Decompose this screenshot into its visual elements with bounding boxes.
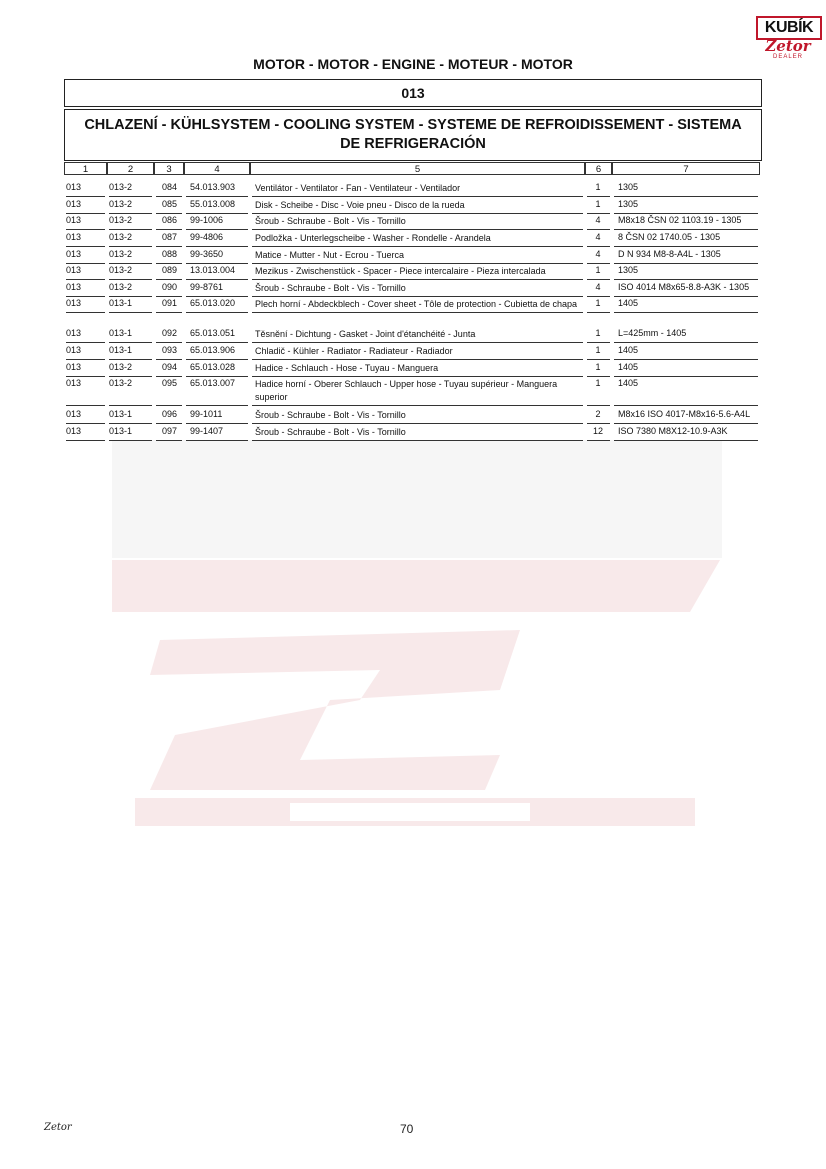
- row-underline: [587, 213, 610, 214]
- cell-position: 090: [162, 282, 178, 292]
- row-underline: [587, 196, 610, 197]
- cell-note: ISO 7380 M8X12-10.9-A3K: [618, 426, 728, 436]
- row-underline: [587, 312, 610, 313]
- cell-part-number: 65.013.020: [190, 298, 236, 308]
- row-underline: [66, 213, 105, 214]
- dealer-wordmark: DEALER: [772, 54, 803, 60]
- row-underline: [109, 359, 152, 360]
- cell-description: Ventilátor - Ventilator - Fan - Ventilateur - Ventilador: [255, 183, 461, 193]
- cell-description: Chladič - Kühler - Radiator - Radiateur - Radiador: [255, 346, 453, 356]
- group-title: [64, 109, 762, 161]
- cell-position: 086: [162, 215, 178, 225]
- cell-description: Šroub - Schraube - Bolt - Vis - Tornillo: [255, 216, 406, 226]
- cell-part-number: 65.013.051: [190, 328, 236, 338]
- row-underline: [109, 279, 152, 280]
- row-underline: [66, 196, 105, 197]
- row-underline: [614, 263, 758, 264]
- kubik-wordmark: KUBÍK: [756, 16, 822, 40]
- cell-note: 1305: [618, 199, 639, 209]
- cell-position: 087: [162, 232, 178, 242]
- row-underline: [156, 263, 182, 264]
- row-underline: [614, 405, 758, 406]
- cell-group: 013: [66, 328, 82, 338]
- cell-drawing: 013-2: [109, 378, 133, 388]
- cell-part-number: 99-8761: [190, 282, 224, 292]
- cell-part-number: 65.013.906: [190, 345, 236, 355]
- row-underline: [252, 440, 583, 441]
- cell-position: 085: [162, 199, 178, 209]
- cell-part-number: 55.013.008: [190, 199, 236, 209]
- cell-position: 084: [162, 182, 178, 192]
- row-underline: [156, 423, 182, 424]
- row-underline: [66, 246, 105, 247]
- row-underline: [186, 405, 248, 406]
- row-underline: [66, 312, 105, 313]
- cell-quantity: 1: [595, 378, 601, 388]
- row-underline: [587, 263, 610, 264]
- row-underline: [109, 440, 152, 441]
- cell-part-number: 65.013.007: [190, 378, 236, 388]
- row-underline: [186, 342, 248, 343]
- row-underline: [109, 229, 152, 230]
- column-header-1: 1: [64, 162, 107, 175]
- cell-group: 013: [66, 362, 82, 372]
- row-underline: [614, 296, 758, 297]
- cell-drawing: 013-2: [109, 232, 133, 242]
- column-header-2: 2: [107, 162, 154, 175]
- row-underline: [252, 263, 583, 264]
- row-underline: [587, 376, 610, 377]
- cell-description: Disk - Scheibe - Disc - Voie pneu - Disco de la rueda: [255, 200, 465, 210]
- cell-position: 091: [162, 298, 178, 308]
- cell-note: ISO 4014 M8x65-8.8-A3K - 1305: [618, 282, 750, 292]
- cell-part-number: 13.013.004: [190, 265, 236, 275]
- cell-part-number: 99-3650: [190, 249, 224, 259]
- row-underline: [156, 296, 182, 297]
- cell-drawing: 013-2: [109, 362, 133, 372]
- row-underline: [587, 440, 610, 441]
- cell-description: Těsnění - Dichtung - Gasket - Joint d'étanchéité - Junta: [255, 329, 476, 339]
- column-header-5: 5: [250, 162, 585, 175]
- row-underline: [156, 246, 182, 247]
- cell-part-number: 54.013.903: [190, 182, 236, 192]
- row-underline: [109, 405, 152, 406]
- row-underline: [614, 359, 758, 360]
- cell-drawing: 013-1: [109, 298, 133, 308]
- cell-group: 013: [66, 345, 82, 355]
- cell-note: L=425mm - 1405: [618, 328, 687, 338]
- row-underline: [66, 359, 105, 360]
- cell-part-number: 65.013.028: [190, 362, 236, 372]
- row-underline: [66, 342, 105, 343]
- row-underline: [186, 440, 248, 441]
- row-underline: [156, 440, 182, 441]
- row-underline: [186, 263, 248, 264]
- row-underline: [156, 312, 182, 313]
- cell-description: Plech horní - Abdeckblech - Cover sheet - Tôle de protection - Cubietta de chapa: [255, 299, 578, 309]
- zetor-wordmark: Zetor: [765, 37, 811, 55]
- row-underline: [109, 376, 152, 377]
- cell-drawing: 013-1: [109, 409, 133, 419]
- footer-zetor-logo: Zetor: [44, 1122, 72, 1133]
- row-underline: [252, 312, 583, 313]
- row-underline: [587, 296, 610, 297]
- cell-quantity: 4: [595, 215, 601, 225]
- cell-part-number: 99-1011: [190, 409, 223, 419]
- cell-group: 013: [66, 409, 82, 419]
- cell-position: 089: [162, 265, 178, 275]
- row-underline: [252, 359, 583, 360]
- row-underline: [252, 213, 583, 214]
- row-underline: [66, 405, 105, 406]
- row-underline: [109, 263, 152, 264]
- cell-group: 013: [66, 199, 82, 209]
- cell-note: M8x16 ISO 4017-M8x16-5.6-A4L: [618, 409, 751, 419]
- row-underline: [109, 296, 152, 297]
- row-underline: [186, 229, 248, 230]
- row-underline: [587, 359, 610, 360]
- row-underline: [109, 196, 152, 197]
- cell-note: 1405: [618, 378, 639, 388]
- cell-drawing: 013-2: [109, 265, 133, 275]
- row-underline: [587, 423, 610, 424]
- cell-quantity: 12: [592, 426, 603, 436]
- row-underline: [156, 359, 182, 360]
- cell-position: 095: [162, 378, 178, 388]
- row-underline: [587, 342, 610, 343]
- row-underline: [252, 229, 583, 230]
- cell-drawing: 013-2: [109, 282, 133, 292]
- cell-quantity: 1: [595, 265, 601, 275]
- row-underline: [614, 229, 758, 230]
- cell-drawing: 013-1: [109, 328, 133, 338]
- cell-description: Šroub - Schraube - Bolt - Vis - Tornillo: [255, 410, 406, 420]
- row-underline: [66, 440, 105, 441]
- row-underline: [156, 342, 182, 343]
- row-underline: [186, 296, 248, 297]
- cell-note: 1405: [618, 345, 639, 355]
- page-title: MOTOR - MOTOR - ENGINE - MOTEUR - MOTOR: [253, 56, 573, 72]
- cell-group: 013: [66, 378, 82, 388]
- cell-quantity: 1: [595, 199, 601, 209]
- row-underline: [252, 423, 583, 424]
- row-underline: [614, 279, 758, 280]
- cell-note: M8x18 ČSN 02 1103.19 - 1305: [618, 215, 742, 225]
- cell-position: 092: [162, 328, 178, 338]
- row-underline: [109, 342, 152, 343]
- row-underline: [156, 405, 182, 406]
- cell-drawing: 013-1: [109, 345, 133, 355]
- cell-position: 094: [162, 362, 178, 372]
- kubik-zetor-logo: [754, 14, 820, 62]
- cell-quantity: 2: [595, 409, 601, 419]
- cell-description: Matice - Mutter - Nut - Ecrou - Tuerca: [255, 250, 405, 260]
- cell-position: 093: [162, 345, 178, 355]
- row-underline: [156, 376, 182, 377]
- row-underline: [614, 440, 758, 441]
- row-underline: [66, 376, 105, 377]
- column-header-3: 3: [154, 162, 184, 175]
- row-underline: [587, 405, 610, 406]
- cell-drawing: 013-1: [109, 426, 133, 436]
- row-underline: [109, 423, 152, 424]
- section-code: 013: [64, 79, 762, 107]
- row-underline: [186, 213, 248, 214]
- row-underline: [66, 296, 105, 297]
- row-underline: [156, 279, 182, 280]
- row-underline: [252, 246, 583, 247]
- row-underline: [186, 376, 248, 377]
- cell-drawing: 013-2: [109, 182, 133, 192]
- row-underline: [614, 213, 758, 214]
- cell-part-number: 99-4806: [190, 232, 224, 242]
- cell-description: Mezikus - Zwischenstück - Spacer - Piece intercalaire - Pieza intercalada: [255, 266, 546, 276]
- row-underline: [587, 246, 610, 247]
- cell-description: Šroub - Schraube - Bolt - Vis - Tornillo: [255, 283, 406, 293]
- row-underline: [587, 279, 610, 280]
- cell-part-number: 99-1006: [190, 215, 224, 225]
- row-underline: [156, 229, 182, 230]
- row-underline: [186, 246, 248, 247]
- cell-position: 097: [162, 426, 178, 436]
- cell-part-number: 99-1407: [190, 426, 224, 436]
- cell-drawing: 013-2: [109, 249, 133, 259]
- cell-group: 013: [66, 232, 82, 242]
- row-underline: [614, 196, 758, 197]
- column-header-7: 7: [612, 162, 760, 175]
- cell-note: 1305: [618, 182, 639, 192]
- row-underline: [186, 196, 248, 197]
- cell-quantity: 4: [595, 249, 601, 259]
- cell-drawing: 013-2: [109, 199, 133, 209]
- row-underline: [614, 423, 758, 424]
- row-underline: [186, 312, 248, 313]
- cell-description: Šroub - Schraube - Bolt - Vis - Tornillo: [255, 427, 406, 437]
- page-number: 70: [400, 1122, 414, 1136]
- row-underline: [109, 312, 152, 313]
- cell-description: Hadice - Schlauch - Hose - Tuyau - Manguera: [255, 363, 439, 373]
- cell-note: 1305: [618, 265, 639, 275]
- row-underline: [156, 196, 182, 197]
- row-underline: [156, 213, 182, 214]
- cell-note: 8 ČSN 02 1740.05 - 1305: [618, 232, 721, 242]
- row-underline: [66, 229, 105, 230]
- cell-position: 096: [162, 409, 178, 419]
- cell-quantity: 1: [595, 298, 601, 308]
- row-underline: [186, 279, 248, 280]
- cell-group: 013: [66, 182, 82, 192]
- cell-quantity: 1: [595, 182, 601, 192]
- group-title-text: CHLAZENÍ - KÜHLSYSTEM - COOLING SYSTEM - SYSTEME DE REFROIDISSEMENT - SISTEMA DE REFRIGERACIÓN: [84, 117, 742, 152]
- cell-group: 013: [66, 215, 82, 225]
- row-underline: [66, 279, 105, 280]
- cell-quantity: 1: [595, 362, 601, 372]
- row-underline: [614, 342, 758, 343]
- cell-description: Podložka - Unterlegscheibe - Washer - Rondelle - Arandela: [255, 233, 491, 243]
- row-underline: [109, 213, 152, 214]
- cell-quantity: 1: [595, 345, 601, 355]
- cell-drawing: 013-2: [109, 215, 133, 225]
- cell-note: 1405: [618, 298, 639, 308]
- row-underline: [587, 229, 610, 230]
- column-header-6: 6: [585, 162, 612, 175]
- row-underline: [614, 246, 758, 247]
- cell-group: 013: [66, 426, 82, 436]
- cell-quantity: 4: [595, 282, 601, 292]
- cell-group: 013: [66, 282, 82, 292]
- row-underline: [186, 423, 248, 424]
- cell-group: 013: [66, 249, 82, 259]
- cell-group: 013: [66, 298, 82, 308]
- cell-quantity: 1: [595, 328, 601, 338]
- row-underline: [252, 196, 583, 197]
- row-underline: [252, 376, 583, 377]
- row-underline: [614, 376, 758, 377]
- cell-note: D N 934 M8-8-A4L - 1305: [618, 249, 721, 259]
- row-underline: [252, 279, 583, 280]
- cell-position: 088: [162, 249, 178, 259]
- row-underline: [614, 312, 758, 313]
- row-underline: [186, 359, 248, 360]
- column-header-4: 4: [184, 162, 250, 175]
- row-underline: [252, 342, 583, 343]
- cell-description: Hadice horní - Oberer Schlauch - Upper hose - Tuyau supérieur - Manguera superior: [255, 379, 558, 402]
- row-underline: [66, 263, 105, 264]
- row-underline: [252, 296, 583, 297]
- cell-note: 1405: [618, 362, 639, 372]
- row-underline: [252, 405, 583, 406]
- cell-quantity: 4: [595, 232, 601, 242]
- row-underline: [109, 246, 152, 247]
- cell-group: 013: [66, 265, 82, 275]
- row-underline: [66, 423, 105, 424]
